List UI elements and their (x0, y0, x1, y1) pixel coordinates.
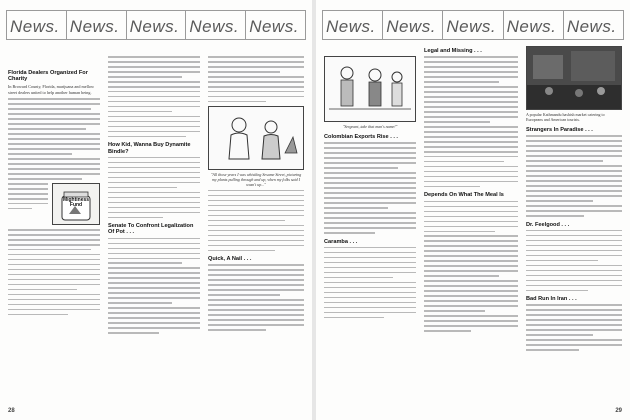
body-text (424, 56, 518, 187)
body-text (8, 98, 100, 179)
banner-word: News. (185, 10, 245, 40)
cartoon-soldiers-icon (325, 57, 415, 121)
cartoon-illustration (208, 106, 304, 170)
banner-word: News. (66, 10, 126, 40)
market-photo (526, 46, 622, 110)
body-text (526, 304, 622, 350)
article-headline: Senate To Confront Legalization Of Pot . . . (108, 223, 194, 236)
article-headline: How Kid, Wanna Buy Dynamite Bindle? (108, 142, 191, 155)
article-headline: Strangers In Paradise . . . (526, 127, 593, 133)
article-headline: Depends On What The Meal Is (424, 192, 504, 199)
article-headline: Legal and Missing . . . (424, 48, 482, 54)
left-column-2 (108, 56, 200, 337)
body-text (324, 142, 416, 233)
article-headline: Quick, A Nail . . . (208, 256, 252, 263)
body-text (526, 230, 622, 291)
banner-word: News. (322, 10, 382, 40)
market-scene-icon (527, 47, 621, 109)
body-text (424, 201, 518, 332)
left-column-1 (8, 56, 100, 319)
cartoon-caption: "All those years I was whistling Sesame Street, picturing my plants pulling through and up, when my folks said I wasn't up..." (210, 171, 302, 187)
page-number: 28 (8, 408, 15, 414)
banner-word: News. (563, 10, 624, 40)
body-text (526, 135, 622, 216)
banner-word: News. (245, 10, 306, 40)
right-column-1 (324, 56, 416, 321)
article-headline: Florida Dealers Organized For Charity (8, 70, 88, 83)
news-banner-left (6, 10, 306, 40)
article-headline: Colombian Exports Rise . . . (324, 134, 398, 140)
banner-word: News. (382, 10, 442, 40)
cartoon-illustration (324, 56, 416, 122)
left-column-3 (208, 56, 304, 334)
cartoon-caption: "Sergeant, take that man's name!" (342, 124, 398, 129)
jar-label: Mightiness Fund (62, 196, 90, 209)
body-text (8, 229, 100, 315)
body-text (208, 190, 304, 251)
fund-jar-illustration (52, 183, 100, 225)
body-text (324, 247, 416, 318)
right-column-2 (424, 48, 518, 335)
banner-word: News. (6, 10, 66, 40)
magazine-page-left (0, 0, 312, 420)
article-headline: Caramba . . . (324, 238, 358, 245)
body-text (108, 56, 200, 137)
banner-word: News. (126, 10, 186, 40)
body-text (108, 238, 200, 334)
magazine-page-right (316, 0, 630, 420)
article-headline: Dr. Feelgood . . . (526, 221, 570, 228)
body-text (208, 264, 304, 330)
body-text (8, 183, 48, 225)
cartoon-figures-icon (209, 107, 303, 169)
article-headline: Bad Run In Iran . . . (526, 296, 577, 303)
news-banner-right (322, 10, 624, 40)
page-number: 29 (615, 408, 622, 414)
article-lede: In Broward County, Florida, marijuana and mellow street dealers united to help another human being. (8, 84, 95, 95)
body-text (108, 157, 200, 218)
right-column-3 (526, 46, 622, 354)
banner-word: News. (442, 10, 502, 40)
body-text (208, 56, 304, 102)
photo-caption: A popular Kathmandu hashish market catering to Europeans and American tourists. (526, 112, 605, 122)
banner-word: News. (503, 10, 563, 40)
